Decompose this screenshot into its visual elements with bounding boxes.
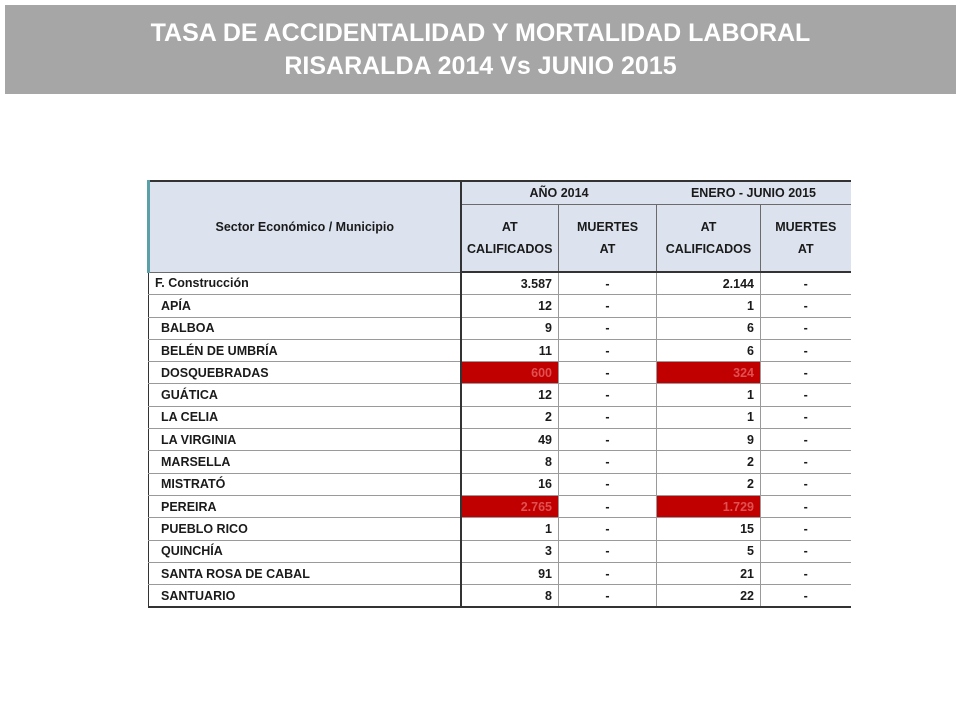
table-row <box>149 384 851 406</box>
cell-at-2014: 2 <box>461 406 559 428</box>
cell-muertes-2014: - <box>559 585 657 608</box>
row-name: SANTA ROSA DE CABAL <box>149 562 461 584</box>
cell-at-2014: 8 <box>461 585 559 608</box>
title-line-2: RISARALDA 2014 Vs JUNIO 2015 <box>284 51 677 80</box>
table-row <box>149 562 851 584</box>
title-line-1: TASA DE ACCIDENTALIDAD Y MORTALIDAD LABORAL <box>150 18 811 47</box>
cell-muertes-2014: - <box>559 429 657 451</box>
header-at-2015 <box>657 205 761 273</box>
cell-at-2015: 1 <box>657 384 761 406</box>
table-row <box>149 540 851 562</box>
cell-muertes-2015: - <box>761 339 851 361</box>
header-muertes-2014-line2: AT <box>599 242 616 256</box>
cell-at-2014: 8 <box>461 451 559 473</box>
cell-muertes-2014: - <box>559 406 657 428</box>
row-name: MARSELLA <box>149 451 461 473</box>
cell-muertes-2014: - <box>559 495 657 517</box>
table-row <box>149 495 851 517</box>
cell-muertes-2015: - <box>761 473 851 495</box>
row-name: GUÁTICA <box>149 384 461 406</box>
header-muertes-2015-line1: MUERTES <box>775 220 837 234</box>
header-at-2014-line1: AT <box>501 220 518 234</box>
cell-muertes-2014: - <box>559 473 657 495</box>
cell-at-2015-highlight: 1.729 <box>657 495 761 517</box>
cell-at-2015: 1 <box>657 295 761 317</box>
accident-table <box>147 180 851 608</box>
header-group-2014: AÑO 2014 <box>461 181 657 205</box>
cell-at-2014-highlight: 600 <box>461 362 559 384</box>
cell-at-2014: 12 <box>461 295 559 317</box>
table-row <box>149 362 851 384</box>
header-muertes-2014-line1: MUERTES <box>576 220 639 234</box>
cell-at-2014: 9 <box>461 317 559 339</box>
table-row <box>149 451 851 473</box>
cell-muertes-2014: - <box>559 451 657 473</box>
cell-at-2014: 3 <box>461 540 559 562</box>
cell-muertes-2014: - <box>559 317 657 339</box>
cell-muertes-2014: - <box>559 562 657 584</box>
cell-at-2014-highlight: 2.765 <box>461 495 559 517</box>
row-name: BALBOA <box>149 317 461 339</box>
cell-at-2014: 49 <box>461 429 559 451</box>
header-sector: Sector Económico / Municipio <box>149 181 461 272</box>
cell-muertes-2015: - <box>761 317 851 339</box>
cell-at-2015: 6 <box>657 317 761 339</box>
cell-muertes-2015: - <box>761 540 851 562</box>
cell-muertes-2015: - <box>761 495 851 517</box>
row-name: LA CELIA <box>149 406 461 428</box>
cell-muertes-2015: - <box>761 451 851 473</box>
cell-muertes-2015: - <box>761 406 851 428</box>
table-row <box>149 429 851 451</box>
cell-at-2014: 1 <box>461 518 559 540</box>
header-muertes-2014 <box>559 205 657 273</box>
table-row <box>149 272 851 295</box>
cell-muertes-2014: - <box>559 272 657 295</box>
cell-at-2015-highlight: 324 <box>657 362 761 384</box>
cell-at-2014: 3.587 <box>461 272 559 295</box>
data-table-container <box>147 180 851 608</box>
cell-muertes-2014: - <box>559 295 657 317</box>
row-name: APÍA <box>149 295 461 317</box>
row-name: LA VIRGINIA <box>149 429 461 451</box>
cell-muertes-2015: - <box>761 585 851 608</box>
row-name: F. Construcción <box>149 272 461 295</box>
cell-at-2015: 15 <box>657 518 761 540</box>
cell-at-2014: 91 <box>461 562 559 584</box>
cell-at-2014: 12 <box>461 384 559 406</box>
cell-at-2015: 2 <box>657 451 761 473</box>
table-row <box>149 585 851 608</box>
cell-at-2014: 16 <box>461 473 559 495</box>
header-at-2015-line1: AT <box>700 220 717 234</box>
header-at-2015-line2: CALIFICADOS <box>665 242 752 256</box>
cell-muertes-2015: - <box>761 562 851 584</box>
cell-at-2015: 6 <box>657 339 761 361</box>
cell-at-2015: 1 <box>657 406 761 428</box>
cell-muertes-2014: - <box>559 540 657 562</box>
row-name: DOSQUEBRADAS <box>149 362 461 384</box>
table-row <box>149 317 851 339</box>
header-at-2014-line2: CALIFICADOS <box>467 242 553 256</box>
cell-muertes-2015: - <box>761 362 851 384</box>
cell-at-2015: 22 <box>657 585 761 608</box>
cell-at-2015: 21 <box>657 562 761 584</box>
header-group-2015: ENERO - JUNIO 2015 <box>657 181 851 205</box>
cell-muertes-2015: - <box>761 429 851 451</box>
table-row <box>149 518 851 540</box>
cell-muertes-2015: - <box>761 295 851 317</box>
cell-at-2014: 11 <box>461 339 559 361</box>
row-name: PUEBLO RICO <box>149 518 461 540</box>
row-name: PEREIRA <box>149 495 461 517</box>
cell-at-2015: 2 <box>657 473 761 495</box>
header-muertes-2015-line2: AT <box>797 242 814 256</box>
row-name: SANTUARIO <box>149 585 461 608</box>
cell-muertes-2014: - <box>559 339 657 361</box>
row-name: BELÉN DE UMBRÍA <box>149 339 461 361</box>
cell-muertes-2014: - <box>559 384 657 406</box>
table-row <box>149 473 851 495</box>
header-at-2014 <box>461 205 559 273</box>
row-name: MISTRATÓ <box>149 473 461 495</box>
table-row <box>149 339 851 361</box>
cell-muertes-2015: - <box>761 272 851 295</box>
cell-at-2015: 5 <box>657 540 761 562</box>
row-name: QUINCHÍA <box>149 540 461 562</box>
table-row <box>149 406 851 428</box>
title-banner <box>5 5 956 94</box>
header-muertes-2015 <box>761 205 851 273</box>
cell-muertes-2015: - <box>761 384 851 406</box>
cell-muertes-2014: - <box>559 518 657 540</box>
table-row <box>149 295 851 317</box>
cell-muertes-2015: - <box>761 518 851 540</box>
cell-muertes-2014: - <box>559 362 657 384</box>
cell-at-2015: 9 <box>657 429 761 451</box>
cell-at-2015: 2.144 <box>657 272 761 295</box>
